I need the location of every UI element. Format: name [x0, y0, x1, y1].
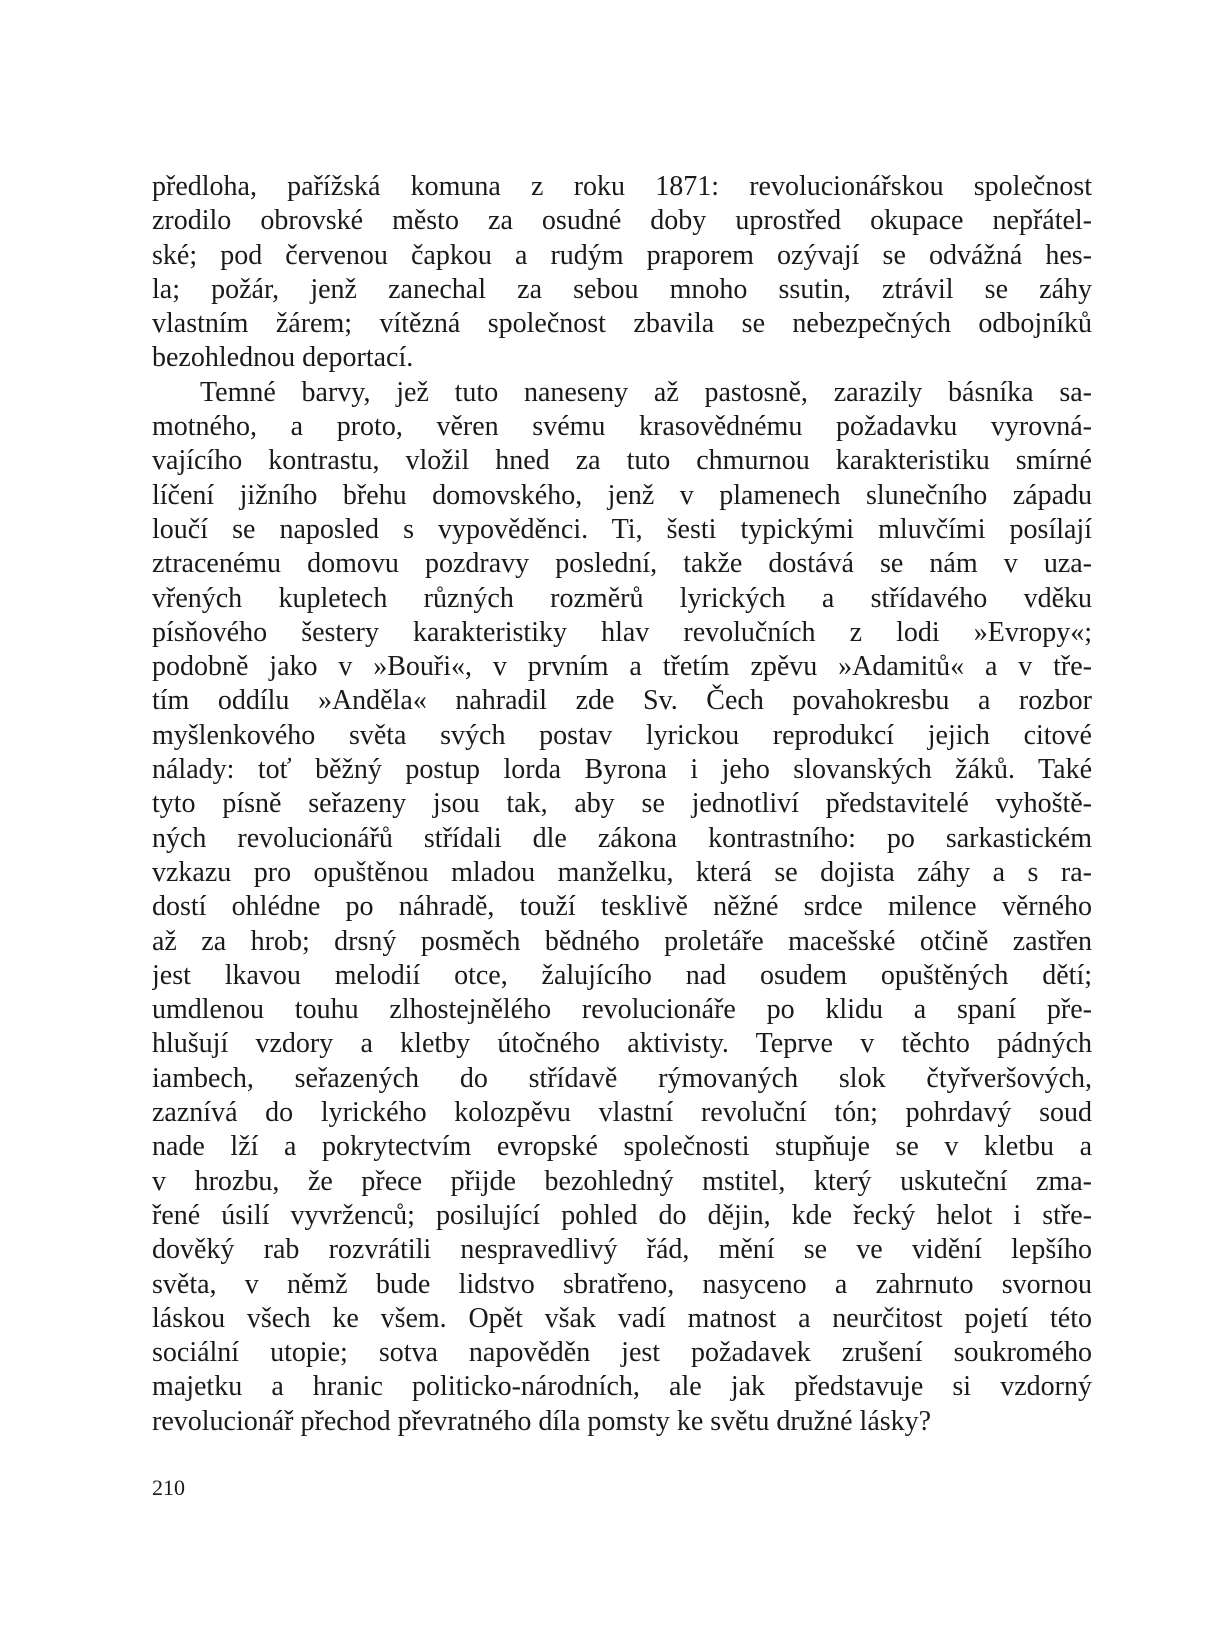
- text-line: líčení jižního břehu domovského, jenž v plamenech slunečního západu: [152, 479, 1092, 511]
- text-line: až za hrob; drsný posměch bědného proletáře macešské otčině zastřen: [152, 925, 1092, 957]
- text-line: vřených kupletech různých rozměrů lyrických a střídavého vděku: [152, 582, 1092, 614]
- text-line: vzkazu pro opuštěnou mladou manželku, která se dojista záhy a s ra-: [152, 856, 1092, 888]
- text-line: jest lkavou melodií otce, žalujícího nad osudem opuštěných dětí;: [152, 959, 1092, 991]
- text-line: sociální utopie; sotva napověděn jest požadavek zrušení soukromého: [152, 1337, 1092, 1369]
- text-line: myšlenkového světa svých postav lyrickou reprodukcí jejich citové: [152, 719, 1092, 751]
- text-line: nade lží a pokrytectvím evropské společnosti stupňuje se v kletbu a: [152, 1131, 1092, 1163]
- text-line: světa, v němž bude lidstvo sbratřeno, nasyceno a zahrnuto svornou: [152, 1268, 1092, 1300]
- text-line: Temné barvy, jež tuto naneseny až pastosně, zarazily básníka sa-: [200, 376, 1092, 408]
- text-line: la; požár, jenž zanechal za sebou mnoho ssutin, ztrávil se záhy: [152, 273, 1092, 305]
- body-text: [152, 170, 1092, 1439]
- text-line: iambech, seřazených do střídavě rýmovaných slok čtyřveršových,: [152, 1062, 1092, 1094]
- text-line: umdlenou touhu zlhostejnělého revolucionáře po klidu a spaní pře-: [152, 994, 1092, 1026]
- text-line: podobně jako v »Bouři«, v prvním a třetím zpěvu »Adamitů« a v tře-: [152, 651, 1092, 683]
- text-line: bezohlednou deportací.: [152, 342, 414, 374]
- text-line: v hrozbu, že přece přijde bezohledný mstitel, který uskuteční zma-: [152, 1165, 1092, 1197]
- text-line: láskou všech ke všem. Opět však vadí matnost a neurčitost pojetí této: [152, 1302, 1092, 1334]
- text-line: zrodilo obrovské město za osudné doby uprostřed okupace nepřátel-: [152, 205, 1092, 237]
- text-line: dověký rab rozvrátili nespravedlivý řád, mění se ve vidění lepšího: [152, 1234, 1092, 1266]
- text-line: motného, a proto, věren svému krasovědnému požadavku vyrovná-: [152, 411, 1092, 443]
- text-line: loučí se naposled s vypověděnci. Ti, šesti typickými mluvčími posílají: [152, 513, 1092, 545]
- text-line: tím oddílu »Anděla« nahradil zde Sv. Čech povahokresbu a rozbor: [152, 685, 1092, 717]
- text-line: zaznívá do lyrického kolozpěvu vlastní revoluční tón; pohrdavý soud: [152, 1097, 1092, 1129]
- text-line: ské; pod červenou čapkou a rudým praporem ozývají se odvážná hes-: [152, 239, 1092, 271]
- text-line: předloha, pařížská komuna z roku 1871: revolucionářskou společnost: [152, 171, 1092, 202]
- page-number: 210: [152, 1475, 185, 1500]
- text-line: hlušují vzdory a kletby útočného aktivisty. Teprve v těchto pádných: [152, 1028, 1092, 1060]
- text-line: ztracenému domovu pozdravy poslední, takže dostává se nám v uza-: [152, 548, 1092, 580]
- text-line: dostí ohlédne po náhradě, touží tesklivě něžné srdce milence věrného: [152, 891, 1092, 923]
- text-line: písňového šestery karakteristiky hlav revolučních z lodi »Evropy«;: [152, 616, 1092, 648]
- text-line: vlastním žárem; vítězná společnost zbavila se nebezpečných odbojníků: [152, 308, 1092, 340]
- text-line: řené úsilí vyvrženců; posilující pohled do dějin, kde řecký helot i stře-: [152, 1199, 1092, 1231]
- text-line: majetku a hranic politicko-národních, ale jak představuje si vzdorný: [152, 1371, 1092, 1403]
- text-line: tyto písně seřazeny jsou tak, aby se jednotliví představitelé vyhoště-: [152, 788, 1092, 820]
- text-line: vajícího kontrastu, vložil hned za tuto chmurnou karakteristiku smírné: [152, 445, 1092, 477]
- text-line: revolucionář přechod převratného díla pomsty ke světu družné lásky?: [152, 1405, 932, 1437]
- text-line: nálady: toť běžný postup lorda Byrona i jeho slovanských žáků. Také: [152, 754, 1092, 786]
- text-line: ných revolucionářů střídali dle zákona kontrastního: po sarkastickém: [152, 822, 1092, 854]
